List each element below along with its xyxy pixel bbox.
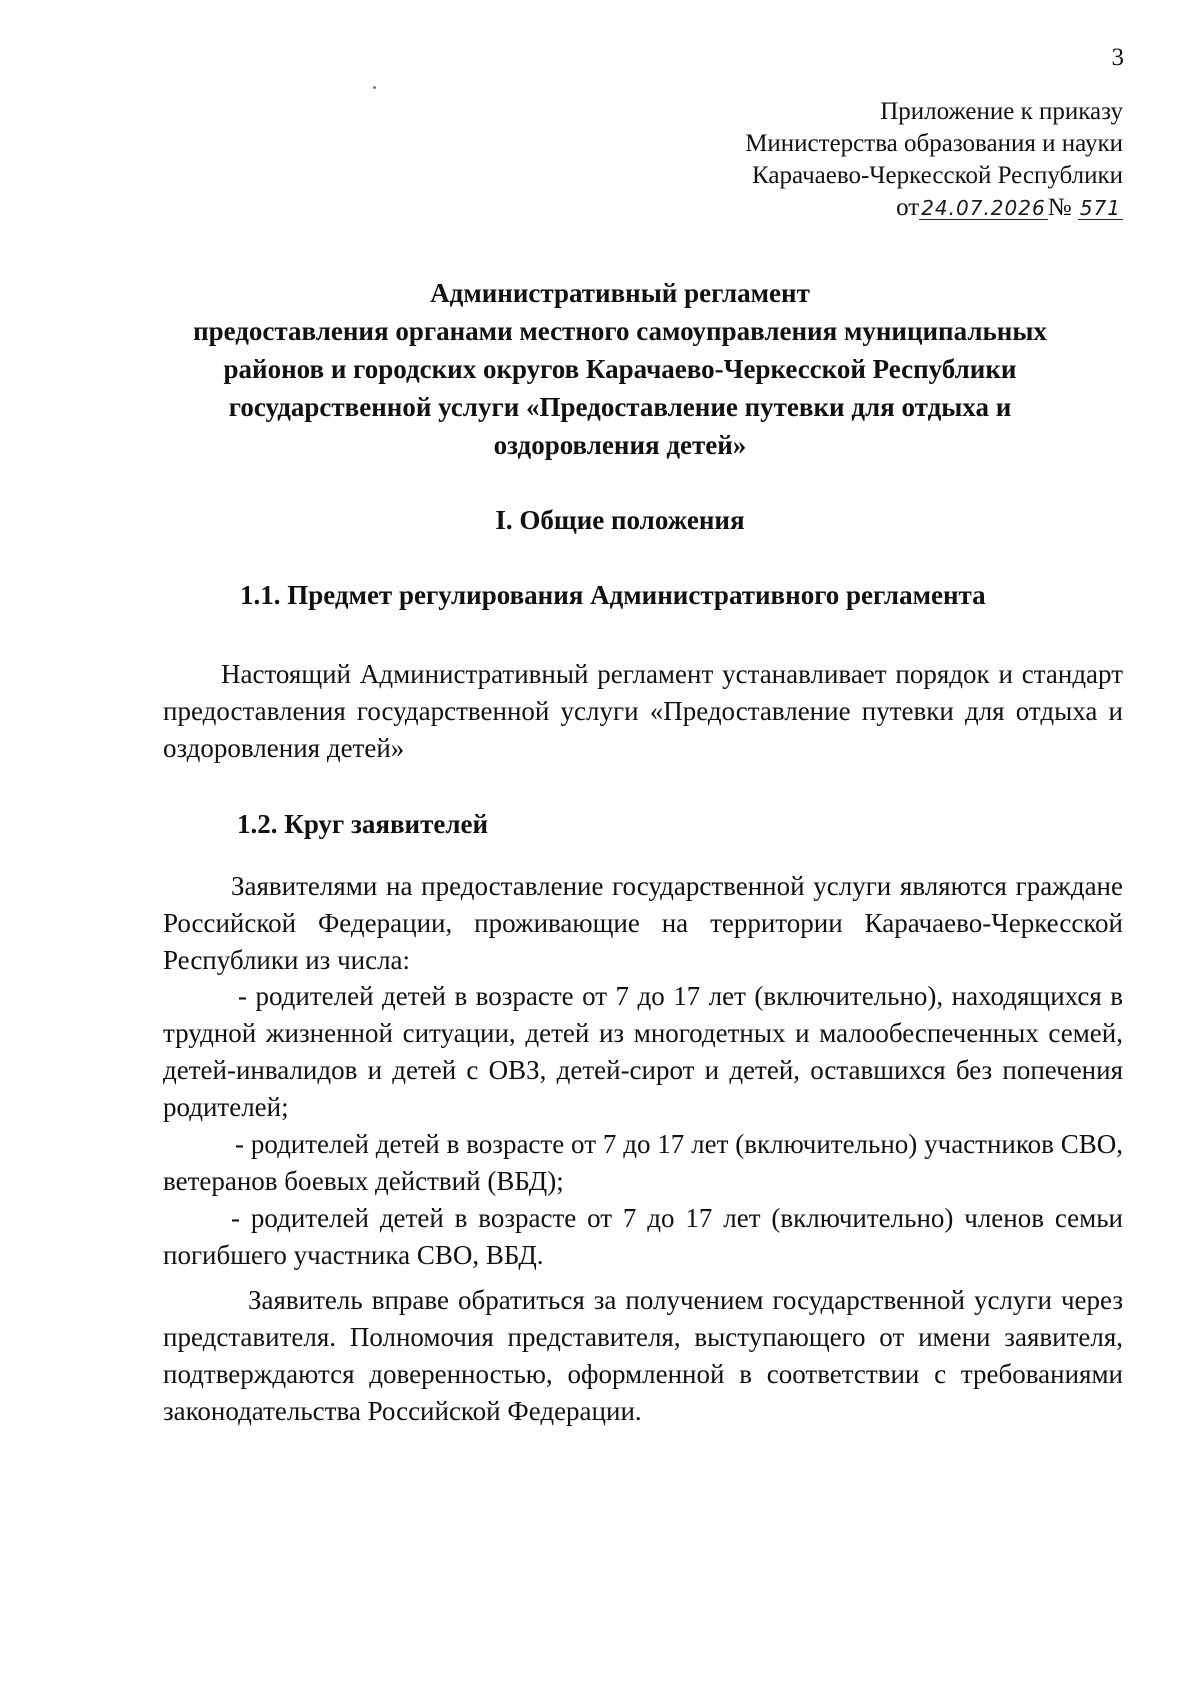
title-line-5: оздоровления детей» — [493, 430, 747, 460]
scan-speck — [373, 86, 376, 89]
title-line-3: районов и городских округов Карачаево-Черкесской Республики — [223, 354, 1017, 384]
appendix-header — [745, 96, 1123, 224]
number-prefix: № — [1047, 194, 1072, 221]
applicant-item-1: - родителей детей в возрасте от 7 до 17 лет (включительно), находящихся в трудной жизненной ситуации, детей из многодетных и малообеспеченных семей, детей-инвалидов и детей с ОВЗ, детей-сирот и детей, оставшихся без попечения родителей; — [163, 981, 1123, 1122]
subsection-2-heading: 1.2. Круг заявителей — [237, 809, 489, 839]
applicant-item-3: - родителей детей в возрасте от 7 до 17 лет (включительно) членов семьи погибшего участника СВО, ВБД. — [163, 1203, 1123, 1270]
handwritten-number: 571 — [1079, 196, 1121, 220]
representative-paragraph: Заявитель вправе обратиться за получением государственной услуги через представителя. Полномочия представителя, выступающего от имени заявителя, подтверждаются доверенностью, оформленной в соответствии с требованиями законодательства Российской Федерации. — [163, 1285, 1123, 1426]
page-number: 3 — [1111, 44, 1124, 71]
title-line-4: государственной услуги «Предоставление путевки для отдыха и — [228, 392, 1012, 422]
appendix-line-2: Министерства образования и науки — [745, 130, 1123, 157]
handwritten-date: 24.07.2026 — [921, 196, 1046, 220]
section-heading: I. Общие положения — [495, 505, 745, 535]
subsection-1-paragraph: Настоящий Административный регламент устанавливает порядок и стандарт предоставления государственной услуги «Предоставление путевки для отдыха и оздоровления детей» — [163, 659, 1123, 763]
document-title — [120, 274, 1120, 464]
appendix-date-line — [745, 192, 1123, 224]
applicant-item-2: - родителей детей в возрасте от 7 до 17 лет (включительно) участников СВО, ветеранов боевых действий (ВБД); — [163, 1129, 1123, 1196]
subsection-1-heading: 1.1. Предмет регулирования Административного регламента — [240, 580, 986, 610]
title-line-2: предоставления органами местного самоуправления муниципальных — [193, 316, 1047, 346]
applicants-intro: Заявителями на предоставление государственной услуги являются граждане Российской Федерации, проживающие на территории Карачаево-Черкесской Республики из числа: — [163, 871, 1123, 975]
appendix-line-1: Приложение к приказу — [880, 98, 1123, 125]
title-line-1: Административный регламент — [430, 278, 810, 308]
appendix-line-3: Карачаево-Черкесской Республики — [752, 162, 1123, 189]
date-prefix: от — [896, 194, 920, 221]
